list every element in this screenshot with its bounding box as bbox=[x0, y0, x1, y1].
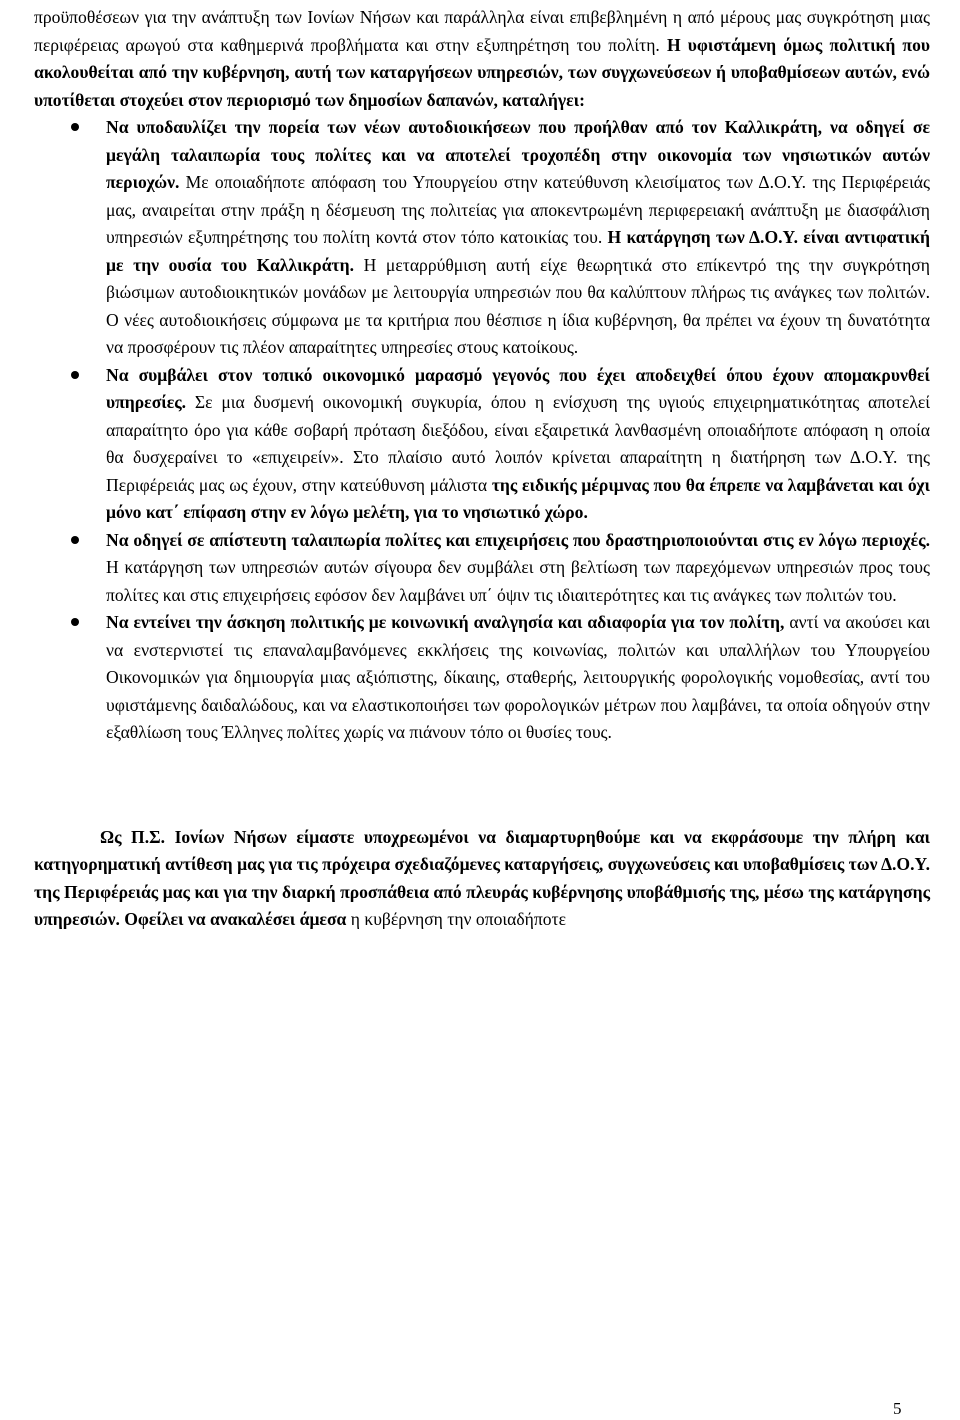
bullet-bold-text: της ειδικής μέριμνας που θα έπρεπε να λαμβάνεται και όχι μόνο κατ΄ επίφαση στην εν λόγω μελέτη, για το νησιωτικό χώρο. bbox=[106, 474, 931, 522]
bullet-text: Με οποιαδήποτε απόφαση του Υπουργείου στην κατεύθυνση κλεισίματος των Δ.Ο.Υ. της Περιφέρειάς μας, αναιρείται στην πράξη η δέσμευση της πολιτείας για αποκεντρωμένη περιφερειακή ανάπτυξη με διασφάλιση υπηρεσιών εξυπηρέτησης του πολίτη κοντά στον τόπο κατοικίας του. bbox=[106, 172, 930, 247]
bullet-icon bbox=[71, 536, 79, 544]
page-number: 5 bbox=[893, 1399, 902, 1418]
bullet-text: Σε μια δυσμενή οικονομική συγκυρία, όπου η ενίσχυση της υγιούς επιχειρηματικότητας αποτελεί απαραίτητο όρο για κάθε σοβαρή πρόταση διεξόδου, είναι εξαιρετικά λανθασμένη οποιαδήποτε απόφαση η οποία θα δυσχεραίνει το «επιχειρείν». Στο πλαίσιο αυτό λοιπόν κρίνεται απαραίτητη η διατήρηση των Δ.Ο.Υ. της Περιφέρειάς μας ως έχουν, στην κατεύθυνση μάλιστα bbox=[106, 392, 930, 495]
intro-text: προϋποθέσεων για την ανάπτυξη των Ιονίων Νήσων και παράλληλα είναι επιβεβλημένη η από μέρους μας συγκρότηση μιας περιφέρειας αρωγού στα καθημερινά προβλήματα και στην εξυπηρέτηση του πολίτη. bbox=[34, 7, 930, 55]
closing-paragraph bbox=[34, 824, 930, 934]
document-page bbox=[34, 4, 930, 934]
bullet-bold-text: Να συμβάλει στον τοπικό οικονομικό μαρασμό γεγονός που έχει αποδειχθεί όπου έχουν απομακρυνθεί υπηρεσίες. bbox=[106, 364, 930, 412]
bullet-icon bbox=[71, 123, 79, 131]
closing-bold-text: Ως Π.Σ. Ιονίων Νήσων είμαστε υποχρεωμένοι να διαμαρτυρηθούμε και να εκφράσουμε την πλήρη και κατηγορηματική αντίθεση μας για τις πρόχειρα σχεδιαζόμενες καταργήσεις, συγχωνεύσεις και υποβαθμίσεις των Δ.Ο.Υ. της Περιφέρειάς μας και για την διαρκή προσπάθεια από πλευράς κυβέρνησης υποβάθμισής της, μέσω της κατάργησης υπηρεσιών. Οφείλει να ανακαλέσει άμεσα bbox=[34, 826, 930, 929]
bullet-paragraph bbox=[106, 114, 930, 362]
list-item bbox=[34, 114, 930, 362]
bullet-list bbox=[34, 114, 930, 747]
intro-bold-text: Η υφιστάμενη όμως πολιτική που ακολουθείται από την κυβέρνηση, αυτή των καταργήσεων υπηρεσιών, των συγχωνεύσεων ή υποβαθμίσεων αυτών, ενώ υποτίθεται στοχεύει στον περιορισμό των δημοσίων δαπανών, καταλήγει: bbox=[34, 34, 930, 110]
closing-text: η κυβέρνηση την οποιαδήποτε bbox=[346, 909, 566, 929]
list-item bbox=[34, 362, 930, 527]
bullet-paragraph bbox=[106, 527, 930, 610]
bullet-bold-text: Να οδηγεί σε απίστευτη ταλαιπωρία πολίτες και επιχειρήσεις που δραστηριοποιούνται στις εν λόγω περιοχές. bbox=[106, 529, 930, 550]
bullet-paragraph bbox=[106, 362, 930, 527]
intro-paragraph bbox=[34, 4, 930, 114]
bullet-text: αντί να ακούσει και να ενστερνιστεί τις επαναλαμβανόμενες εκκλήσεις της κοινωνίας, πολιτών και υπαλλήλων του Υπουργείου Οικονομικών για δημιουργία μιας αξιόπιστης, δίκαιης, σταθερής, λειτουργικής φορολογικής νομοθεσίας, αντί του υφιστάμενης δαιδαλώδους, και να ελαστικοποιήσει των φορολογικών μέτρων που λαμβάνει, τα οποία οδηγούν στην εξαθλίωση τους Έλληνες πολίτες χωρίς να πιάνουν τόπο οι θυσίες τους. bbox=[106, 612, 930, 742]
bullet-icon bbox=[71, 618, 79, 626]
bullet-bold-text: Να υποδαυλίζει την πορεία των νέων αυτοδιοικήσεων που προήλθαν από τον Καλλικράτη, να οδηγεί σε μεγάλη ταλαιπωρία τους πολίτες και να αποτελεί τροχοπέδη στην οικονομία των νησιωτικών αυτών περιοχών. bbox=[106, 117, 930, 192]
bullet-paragraph bbox=[106, 609, 930, 747]
list-item bbox=[34, 609, 930, 747]
bullet-text: Η μεταρρύθμιση αυτή είχε θεωρητικά στο επίκεντρό της την συγκρότηση βιώσιμων αυτοδιοικητικών μονάδων με λειτουργία υπηρεσιών που θα καλύπτουν πλήρως τις ανάγκες των πολιτών. Ο νέες αυτοδιοικήσεις σύμφωνα με τα κριτήρια που θέσπισε η ίδια κυβέρνηση, θα πρέπει να έχουν τη δυνατότητα να προσφέρουν τις πλέον απαραίτητες υπηρεσίες στους κατοίκους. bbox=[106, 254, 930, 357]
bullet-text: Η κατάργηση των υπηρεσιών αυτών σίγουρα δεν συμβάλει στη βελτίωση των παρεχόμενων υπηρεσιών προς τους πολίτες και στις επιχειρήσεις εφόσον δεν λαμβάνει υπ΄ όψιν τις ιδιαιτερότητες και τις ανάγκες των πολιτών του. bbox=[106, 557, 930, 605]
bullet-bold-text: Να εντείνει την άσκηση πολιτικής με κοινωνική αναλγησία και αδιαφορία για τον πολίτη, bbox=[106, 612, 785, 632]
bullet-bold-text: Η κατάργηση των Δ.Ο.Υ. είναι αντιφατική με την ουσία του Καλλικράτη. bbox=[106, 227, 930, 275]
bullet-icon bbox=[71, 371, 79, 379]
list-item bbox=[34, 527, 930, 610]
